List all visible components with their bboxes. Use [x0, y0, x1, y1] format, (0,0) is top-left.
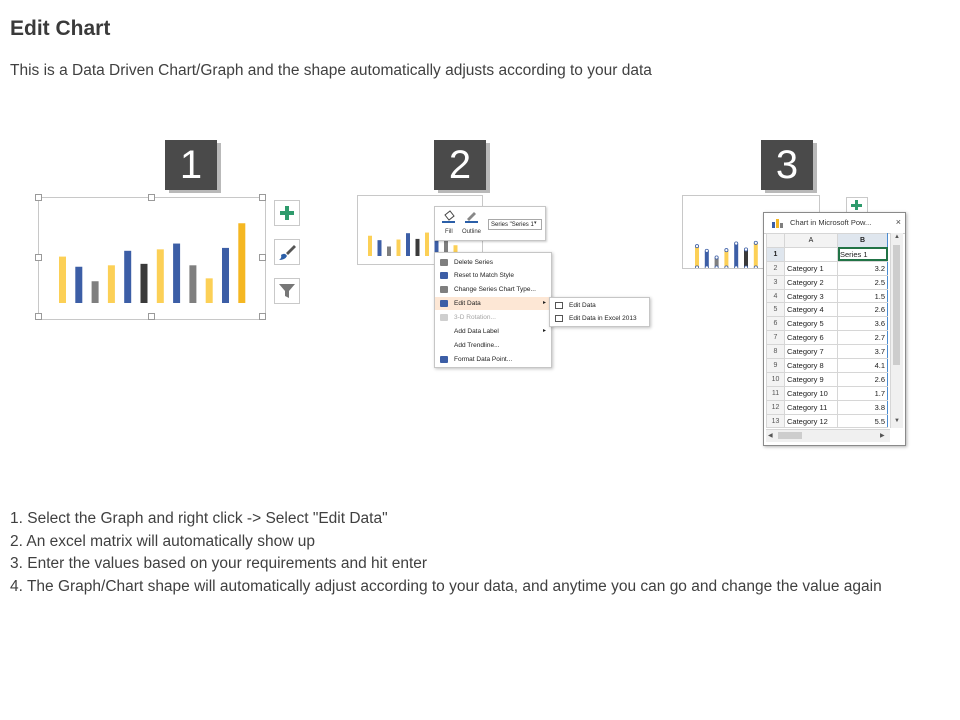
chevron-right-icon: ▸ — [542, 328, 546, 334]
chevron-right-icon: ▸ — [542, 300, 546, 306]
selection-handle[interactable] — [695, 266, 698, 268]
table-row — [767, 372, 888, 386]
bar[interactable] — [222, 248, 229, 303]
bar[interactable] — [75, 267, 82, 303]
scroll-down-icon[interactable]: ▼ — [894, 418, 900, 424]
scroll-up-icon[interactable]: ▲ — [894, 234, 900, 240]
menu-item[interactable] — [435, 269, 551, 282]
bar[interactable] — [406, 233, 410, 256]
excel-data-window — [763, 212, 906, 446]
window-titlebar — [764, 213, 905, 234]
category-cell[interactable]: Category 2 — [785, 275, 838, 289]
chart-icon — [772, 218, 784, 228]
table-row — [767, 303, 888, 317]
bar[interactable] — [387, 247, 391, 257]
scroll-thumb[interactable] — [893, 245, 900, 365]
selection-handle[interactable] — [735, 266, 738, 268]
selection-handle[interactable] — [715, 266, 718, 268]
menu-item-label: Add Data Label — [454, 328, 499, 335]
bar[interactable] — [705, 251, 709, 268]
category-cell[interactable]: Category 1 — [785, 261, 838, 275]
selection-handle[interactable] — [695, 245, 698, 248]
instruction-step: 3. Enter the values based on your requirements and hit enter — [10, 555, 428, 572]
vertical-scrollbar[interactable] — [890, 233, 903, 428]
bar[interactable] — [416, 239, 420, 256]
window-title: Chart in Microsoft Pow... — [790, 218, 872, 227]
value-cell[interactable]: 1.5 — [838, 289, 888, 303]
bar[interactable] — [92, 281, 99, 303]
instruction-step: 1. Select the Graph and right click -> Select "Edit Data" — [10, 510, 388, 527]
instruction-step: 4. The Graph/Chart shape will automatically adjust according to your data, and anytime you can go and change the value again — [10, 577, 882, 595]
horizontal-scrollbar[interactable] — [766, 429, 890, 442]
value-cell[interactable]: 1.7 — [838, 386, 888, 400]
value-cell[interactable]: 3.7 — [838, 345, 888, 359]
series-selector[interactable]: Series "Series 1 — [488, 219, 542, 230]
spreadsheet-cell[interactable]: Series 1 — [838, 247, 888, 261]
bar[interactable] — [189, 265, 196, 303]
selection-handle[interactable] — [725, 266, 728, 268]
bar[interactable] — [378, 240, 382, 256]
bar[interactable] — [59, 257, 66, 303]
menu-item[interactable] — [435, 339, 551, 352]
bar[interactable] — [368, 236, 372, 256]
bar[interactable] — [206, 278, 213, 303]
step-badge-1: 1 — [165, 140, 217, 190]
chart-elements-button[interactable] — [274, 200, 300, 226]
menu-item-label: Reset to Match Style — [454, 272, 514, 279]
table-row — [767, 289, 888, 303]
selection-handle[interactable] — [705, 266, 708, 268]
submenu-item[interactable] — [550, 299, 649, 312]
bar[interactable] — [124, 251, 131, 303]
resize-handle[interactable] — [259, 194, 266, 201]
row-header[interactable]: 1 — [767, 247, 785, 261]
value-cell[interactable]: 2.7 — [838, 331, 888, 345]
selection-handle[interactable] — [744, 266, 747, 268]
row-header[interactable]: 2 — [767, 261, 785, 275]
category-cell[interactable]: Category 12 — [785, 414, 838, 428]
menu-item-label: Edit Data — [454, 300, 481, 307]
plus-icon — [850, 200, 864, 210]
category-cell[interactable]: Category 4 — [785, 303, 838, 317]
reset-icon — [440, 272, 448, 279]
row-header[interactable]: 4 — [767, 289, 785, 303]
bar-chart — [39, 198, 265, 319]
table-row — [767, 317, 888, 331]
plus-icon — [278, 204, 296, 222]
spreadsheet-cell[interactable] — [785, 247, 838, 261]
category-cell[interactable]: Category 10 — [785, 386, 838, 400]
brush-icon — [278, 243, 296, 261]
table-row — [767, 414, 888, 428]
menu-item-label: Delete Series — [454, 259, 494, 266]
value-cell[interactable]: 4.1 — [838, 359, 888, 373]
chart-styles-button[interactable] — [274, 239, 300, 265]
menu-item — [435, 311, 551, 324]
row-header[interactable]: 10 — [767, 372, 785, 386]
filter-icon — [278, 282, 296, 300]
bar[interactable] — [173, 244, 180, 303]
menu-item[interactable] — [435, 325, 551, 338]
chevron-down-icon[interactable]: ▾ — [534, 220, 537, 226]
bar[interactable] — [108, 265, 115, 303]
selection-handle[interactable] — [744, 248, 747, 251]
row-header[interactable]: 3 — [767, 275, 785, 289]
bar[interactable] — [157, 249, 164, 303]
row-header[interactable]: 13 — [767, 414, 785, 428]
selection-handle[interactable] — [754, 241, 757, 244]
rotation-icon — [440, 314, 448, 321]
selection-handle[interactable] — [715, 256, 718, 259]
edit-data-submenu — [549, 297, 650, 327]
row-header[interactable]: 9 — [767, 359, 785, 373]
bar[interactable] — [141, 264, 148, 303]
bar[interactable] — [754, 243, 758, 268]
instruction-step: 2. An excel matrix will automatically show up — [10, 532, 315, 550]
spreadsheet-grid — [766, 233, 888, 428]
fill-bucket-icon[interactable] — [442, 210, 456, 223]
edit-data-icon — [440, 300, 448, 307]
resize-handle[interactable] — [148, 313, 155, 320]
row-header[interactable]: 5 — [767, 303, 785, 317]
bar[interactable] — [425, 233, 429, 256]
select-all-corner[interactable] — [767, 234, 785, 248]
scroll-left-icon[interactable]: ◀ — [768, 433, 773, 439]
submenu-item-label: Edit Data in Excel 2013 — [569, 315, 637, 322]
category-cell[interactable]: Category 11 — [785, 400, 838, 414]
value-cell[interactable]: 2.5 — [838, 275, 888, 289]
bar[interactable] — [397, 240, 401, 256]
format-icon — [440, 356, 448, 363]
category-cell[interactable]: Category 6 — [785, 331, 838, 345]
table-row — [767, 359, 888, 373]
column-header[interactable]: A — [785, 234, 838, 248]
resize-handle[interactable] — [259, 313, 266, 320]
table-row — [767, 400, 888, 414]
bar[interactable] — [744, 250, 748, 268]
delete-icon — [440, 259, 448, 266]
bar[interactable] — [724, 250, 728, 267]
value-cell[interactable]: 3.8 — [838, 400, 888, 414]
selection-handle[interactable] — [705, 249, 708, 252]
table-icon — [555, 302, 563, 309]
close-icon[interactable]: × — [895, 217, 901, 227]
page-subtitle: This is a Data Driven Chart/Graph and the shape automatically adjusts according to your data — [10, 62, 652, 79]
value-cell[interactable]: 3.6 — [838, 317, 888, 331]
chart-elements-button[interactable] — [846, 197, 868, 213]
resize-handle[interactable] — [259, 254, 266, 261]
table-row — [767, 275, 888, 289]
menu-item-label: 3-D Rotation... — [454, 314, 496, 321]
row-header[interactable]: 7 — [767, 331, 785, 345]
resize-handle[interactable] — [35, 254, 42, 261]
menu-item-label: Change Series Chart Type... — [454, 286, 536, 293]
value-cell[interactable]: 2.6 — [838, 372, 888, 386]
row-header[interactable]: 8 — [767, 345, 785, 359]
table-row — [767, 345, 888, 359]
outline-pen-icon[interactable] — [465, 210, 479, 223]
selection-handle[interactable] — [754, 266, 757, 268]
menu-item-label: Add Trendline... — [454, 342, 500, 349]
fill-label: Fill — [445, 229, 453, 235]
category-cell[interactable]: Category 8 — [785, 359, 838, 373]
context-menu — [434, 252, 552, 368]
selection-handle[interactable] — [725, 249, 728, 252]
column-header[interactable]: B — [838, 234, 888, 248]
bar[interactable] — [695, 246, 699, 267]
selection-handle[interactable] — [735, 242, 738, 245]
submenu-item[interactable] — [550, 312, 649, 325]
category-cell[interactable]: Category 3 — [785, 289, 838, 303]
value-cell[interactable]: 2.6 — [838, 303, 888, 317]
page-title: Edit Chart — [10, 17, 111, 40]
step-badge-2: 2 — [434, 140, 486, 190]
selected-chart[interactable] — [38, 197, 266, 320]
table-row — [767, 331, 888, 345]
row-header[interactable]: 12 — [767, 400, 785, 414]
menu-item-label: Format Data Point... — [454, 356, 513, 363]
chart-type-icon — [440, 286, 448, 293]
bar[interactable] — [238, 223, 245, 303]
bar[interactable] — [734, 244, 738, 268]
row-header[interactable]: 11 — [767, 386, 785, 400]
menu-item[interactable] — [435, 256, 551, 269]
category-cell[interactable]: Category 9 — [785, 372, 838, 386]
resize-handle[interactable] — [35, 194, 42, 201]
submenu-item-label: Edit Data — [569, 302, 596, 309]
category-cell[interactable]: Category 5 — [785, 317, 838, 331]
value-cell[interactable]: 3.2 — [838, 261, 888, 275]
outline-label: Outline — [462, 229, 482, 235]
value-cell[interactable]: 5.5 — [838, 414, 888, 428]
table-row — [767, 386, 888, 400]
row-header[interactable]: 6 — [767, 317, 785, 331]
resize-handle[interactable] — [35, 313, 42, 320]
format-mini-toolbar — [434, 206, 546, 241]
category-cell[interactable]: Category 7 — [785, 345, 838, 359]
scroll-right-icon[interactable]: ▶ — [880, 433, 885, 439]
chart-filters-button[interactable] — [274, 278, 300, 304]
resize-handle[interactable] — [148, 194, 155, 201]
menu-item[interactable] — [435, 353, 551, 366]
instructions — [10, 508, 940, 598]
scroll-thumb[interactable] — [778, 432, 802, 439]
menu-item[interactable] — [435, 283, 551, 296]
table-row — [767, 261, 888, 275]
step-badge-3: 3 — [761, 140, 813, 190]
excel-icon — [555, 315, 563, 322]
menu-item[interactable] — [435, 297, 551, 310]
